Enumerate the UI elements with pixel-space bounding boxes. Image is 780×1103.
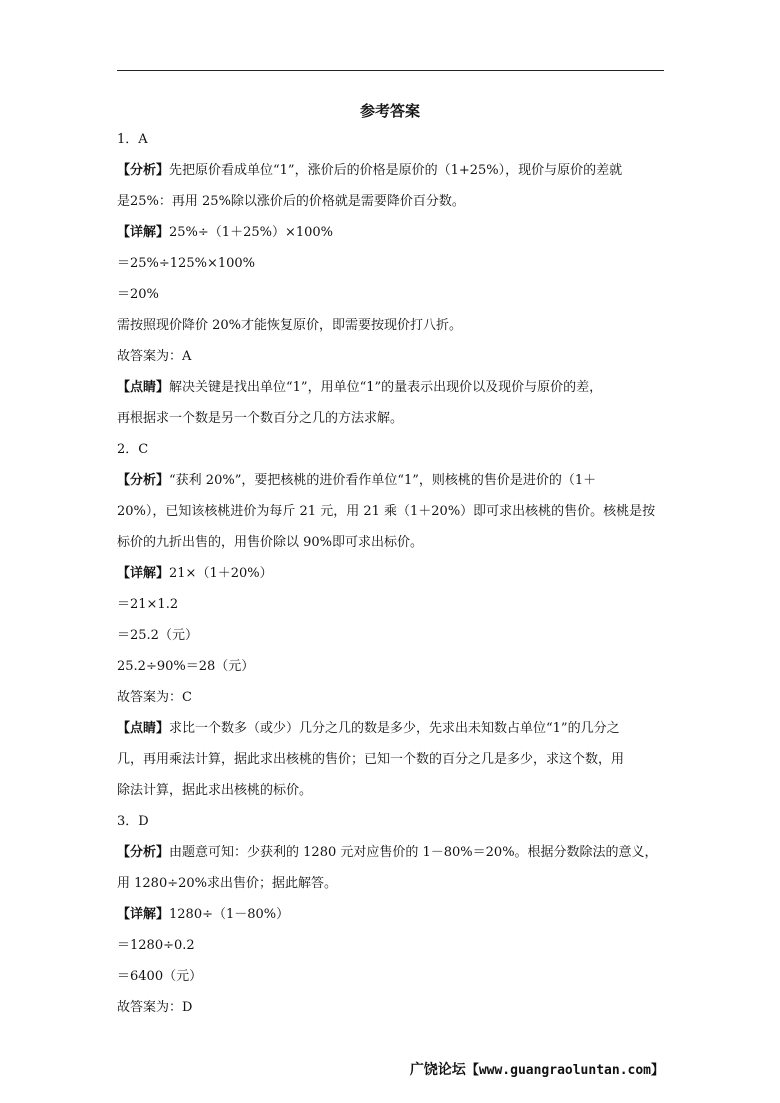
footer-watermark (410, 1059, 664, 1079)
line-text: 需按照现价降价 20%才能恢复原价，即需要按现价打八折。 (117, 318, 463, 333)
document-line (117, 409, 403, 429)
line-text: 1280÷（1－80%） (169, 907, 290, 922)
document-line (117, 626, 198, 646)
document-line (117, 564, 273, 584)
document-line (117, 843, 658, 863)
line-text: 标价的九折出售的，用售价除以 90%即可求出标价。 (117, 535, 424, 550)
document-line (117, 316, 462, 336)
document-line (117, 812, 149, 832)
line-text: 故答案为：D (117, 1000, 193, 1015)
document-line (117, 502, 655, 522)
document-line (117, 874, 337, 894)
document-line (117, 471, 596, 491)
section-label: 【分析】 (117, 473, 170, 488)
line-text: ＝1280÷0.2 (117, 938, 195, 953)
document-line (117, 781, 312, 801)
document-line (117, 130, 148, 150)
line-text: 解决关键是找出单位“1”，用单位“1”的量表示出现价以及现价与原价的差， (169, 380, 603, 395)
line-text: 故答案为：C (117, 690, 192, 705)
line-text: 先把原价看成单位“1”，涨价后的价格是原价的（1+25%），现价与原价的差就 (169, 163, 623, 178)
document-line (117, 223, 333, 243)
document-line (117, 440, 148, 460)
footer-site-name: 广饶论坛 (409, 1062, 466, 1078)
line-text: 25%÷（1＋25%）×100% (169, 225, 334, 240)
line-text: 由题意可知：少获利的 1280 元对应售价的 1－80%＝20%。根据分数除法的意义， (169, 845, 658, 860)
document-line (117, 657, 254, 677)
line-text: 故答案为：A (117, 349, 192, 364)
document-line (117, 688, 192, 708)
document-line (117, 998, 192, 1018)
document-line (117, 905, 289, 925)
line-text: 再根据求一个数是另一个数百分之几的方法求解。 (117, 411, 404, 426)
line-text: ＝25%÷125%×100% (117, 256, 256, 271)
document-line (117, 967, 202, 987)
line-text: 21×（1＋20%） (169, 566, 273, 581)
section-label: 【点睛】 (117, 721, 170, 736)
section-label: 【点睛】 (117, 380, 170, 395)
document-line (117, 347, 191, 367)
section-label: 【详解】 (117, 566, 170, 581)
document-line (117, 285, 159, 305)
line-text: 几，再用乘法计算，据此求出核桃的售价；已知一个数的百分之几是多少，求这个数，用 (117, 752, 625, 767)
line-text: 求比一个数多（或少）几分之几的数是多少，先求出未知数占单位“1”的几分之 (169, 721, 620, 736)
line-text: 20%），已知该核桃进价为每斤 21 元，用 21 乘（1＋20%）即可求出核桃的售价。核桃是按 (117, 504, 656, 519)
line-text: 3．D (117, 814, 149, 829)
line-text: 用 1280÷20%求出售价；据此解答。 (117, 876, 338, 891)
line-text: ＝20% (117, 287, 159, 302)
document-line (117, 533, 423, 553)
line-text: ＝25.2（元） (117, 628, 198, 643)
line-text: 25.2÷90%＝28（元） (117, 659, 255, 674)
header-rule (117, 70, 664, 71)
line-text: 除法计算，据此求出核桃的标价。 (117, 783, 313, 798)
page-title: 参考答案 (359, 102, 420, 120)
line-text: “获利 20%”，要把核桃的进价看作单位“1”，则核桃的售价是进价的（1＋ (169, 473, 597, 488)
line-text: ＝21×1.2 (117, 597, 179, 612)
line-text: 是25%：再用 25%除以涨价后的价格就是需要降价百分数。 (117, 194, 465, 209)
document-line (117, 595, 178, 615)
section-label: 【分析】 (117, 845, 170, 860)
document-line (117, 161, 622, 181)
line-text: ＝6400（元） (117, 969, 203, 984)
line-text: 1．A (117, 132, 148, 147)
section-label: 【分析】 (117, 163, 170, 178)
section-label: 【详解】 (117, 225, 170, 240)
section-label: 【详解】 (117, 907, 170, 922)
document-line (117, 936, 195, 956)
footer-site-url: 【www.guangraoluntan.com】 (465, 1063, 664, 1078)
document-line (117, 192, 465, 212)
document-line (117, 719, 620, 739)
document-line (117, 254, 255, 274)
document-line (117, 378, 602, 398)
line-text: 2．C (117, 442, 149, 457)
document-line (117, 750, 624, 770)
